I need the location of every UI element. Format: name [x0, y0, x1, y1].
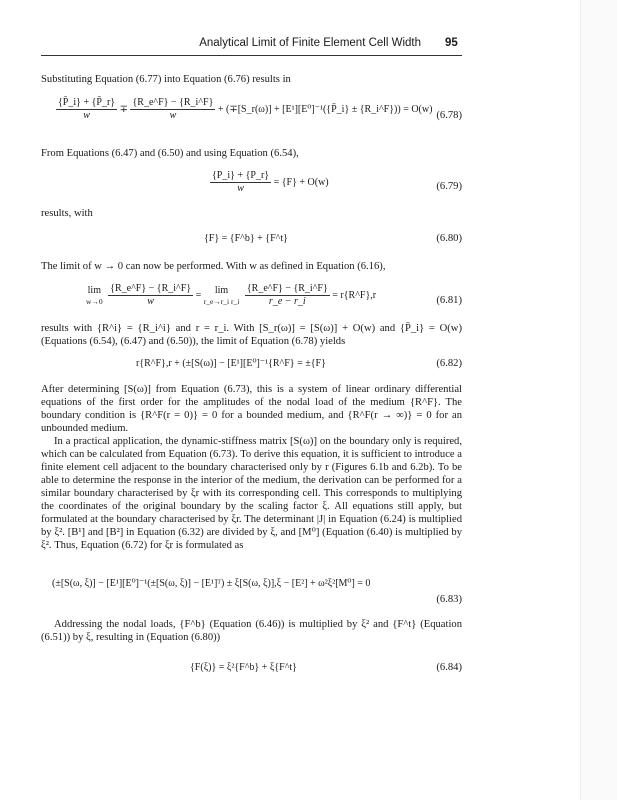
equation-6-79: $\frac{\{P\_i\} + \{P\_r\}}{w}$ = {F} + O(w) — [212, 170, 329, 194]
paragraph-5-line-1: results with {R^i} = {R_i^i} and r = r_i. With [S_r(ω)] = [S(ω)] + O(w) and {P̄_i} = O(w) — [41, 323, 462, 334]
equation-number-6-84: (6.84) — [436, 662, 462, 673]
paragraph-1: Substituting Equation (6.77) into Equation (6.76) results in — [41, 74, 291, 85]
equation-number-6-83: (6.83) — [436, 594, 462, 605]
fraction-r-over-w: $\frac{\{R\_e\^{}F\} - \{R\_i\^{}F\}}{w}$ — [132, 97, 214, 121]
paragraph-3: results, with — [41, 208, 93, 219]
equation-6-80: {F} = {F^b} + {F^t} — [204, 233, 288, 244]
page-edge — [580, 0, 617, 800]
paragraph-8: Addressing the nodal loads, {F^b} (Equation (6.46)) is multiplied by ξ² and {F^t} (Equation (6.51)) by ξ, resulting in (Equation (6.80)) — [41, 619, 462, 643]
equation-number-6-79: (6.79) — [436, 181, 462, 192]
paragraph-2: From Equations (6.47) and (6.50) and using Equation (6.54), — [41, 148, 299, 159]
paragraph-6: After determining [S(ω)] from Equation (6.73), this is a system of linear ordinary differential equations of the first order for the amplitudes of the nodal load of the medium {R^F}. The boundary condition is {R^F(r = 0)} = 0 for a bounded medium, and {R^F(r → ∞)} = 0 for an unbounded medium. — [41, 384, 462, 434]
equation-6-83: (±[S(ω, ξ)] − [E¹][E⁰]⁻¹(±[S(ω, ξ)] − [E¹]ᵀ) ± ξ[S(ω, ξ)],ξ − [E²] + ω²ξ²[M⁰] = 0 — [52, 578, 371, 589]
paragraph-7: In a practical application, the dynamic-stiffness matrix [S(ω)] on the boundary only is required, which can be calculated from Equation (6.73). To derive this equation, it is sufficient to introduce a finite element cell adjacent to the boundary characterised only by r (Figures 6.1b and 6.2b). To be able to determine the response in the interior of the medium, the derivation can be performed for a similar boundary characterised by ξr with its corresponding cell. This corresponds to multiplying the coordinates of the original boundary by the scaling factor ξ. All equations still apply, but formulated at the boundary characterised by ξr. The determinant |J| in Equation (6.24) is multiplied by ξ². [B¹] and [B²] in Equation (6.32) are divided by ξ, and [M⁰] (Equation (6.40) is multiplied by ξ². Thus, Equation (6.72) for ξr is formulated as — [41, 436, 462, 551]
equation-6-82: r{R^F},r + (±[S(ω)] − [E¹][E⁰]⁻¹{R^F} = ±{F} — [136, 358, 326, 369]
equation-number-6-82: (6.82) — [436, 358, 462, 369]
fraction-p-over-w: $\frac{\{P̄\_i\} + \{P̄\_r\}}{w}$ — [58, 97, 116, 121]
equation-number-6-81: (6.81) — [436, 295, 462, 306]
paragraph-4: The limit of w → 0 can now be performed. With w as defined in Equation (6.16), — [41, 261, 386, 272]
equation-6-81: lim w→0 $\frac{\{R\_e\^{}F\} - \{R\_i\^{}F\}}{w}$ = lim r_e→r_i r_i $\frac{\{R\_e\^{}F\} - \{R\_i\^{}F\}}{r\_e - r\_i}$ = r{R^F},r — [86, 283, 377, 307]
equation-number-6-78: (6.78) — [436, 110, 462, 121]
paragraph-5-line-2: (Equations (6.54), (6.47) and (6.50)), the limit of Equation (6.78) yields — [41, 336, 346, 347]
header-rule — [41, 55, 462, 56]
equation-6-78: $\frac{\{P̄\_i\} + \{P̄\_r\}}{w}$ ∓ $\frac{\{R\_e\^{}F\} - \{R\_i\^{}F\}}{w}$ + (∓[S_r(ω)] + [E¹][E⁰]⁻¹({P̄_i} ± {R_i^F})) = O(w) — [58, 97, 433, 121]
running-title: Analytical Limit of Finite Element Cell Width — [199, 37, 421, 49]
equation-number-6-80: (6.80) — [436, 233, 462, 244]
equation-6-84: {F(ξ)} = ξ²{F^b} + ξ{F^t} — [190, 662, 297, 673]
page-number: 95 — [445, 37, 458, 49]
